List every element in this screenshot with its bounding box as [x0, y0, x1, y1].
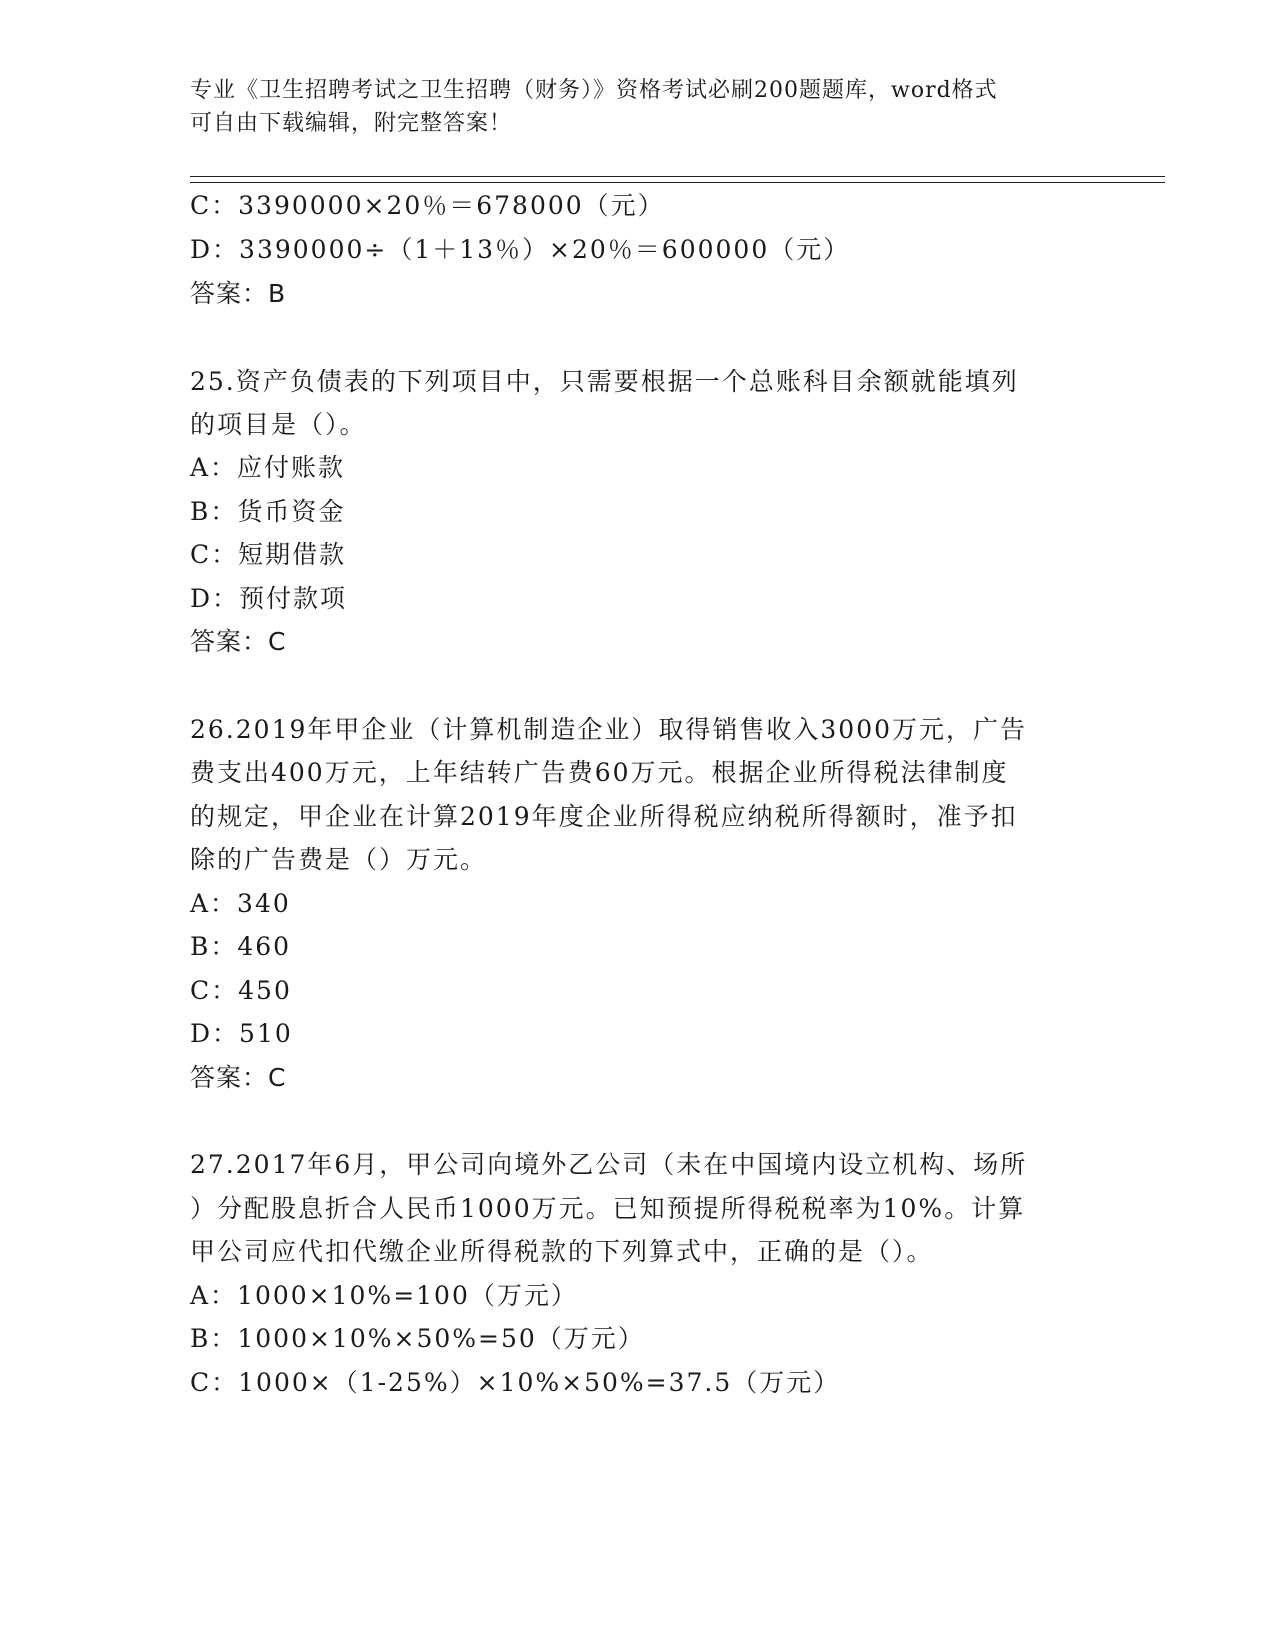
q25-stem-line-1: 25.资产负债表的下列项目中，只需要根据一个总账科目余额就能填列 [190, 367, 1019, 396]
q26-stem-line-3: 的规定，甲企业在计算2019年度企业所得税应纳税所得额时，准予扣 [190, 802, 1018, 831]
header-divider-bottom [190, 182, 1165, 183]
q25-option-b: B：货币资金 [190, 497, 346, 526]
q27-stem-line-2: ）分配股息折合人民币1000万元。已知预提所得税税率为10%。计算 [190, 1194, 1026, 1223]
q25-option-a: A：应付账款 [190, 453, 346, 482]
q27-option-b: B：1000×10%×50%=50（万元） [190, 1324, 645, 1353]
q27-option-a: A：1000×10%=100（万元） [190, 1281, 578, 1310]
prev-option-d: D：3390000÷（1＋13％）×20％＝600000（元） [190, 235, 851, 264]
q25-stem-line-2: 的项目是（）。 [190, 410, 367, 439]
q27-stem-line-1: 27.2017年6月，甲公司向境外乙公司（未在中国境内设立机构、场所 [190, 1150, 1028, 1179]
q26-stem-line-4: 除的广告费是（）万元。 [190, 845, 488, 874]
header-line-2: 可自由下载编辑，附完整答案！ [190, 111, 513, 136]
header-line-1: 专业《卫生招聘考试之卫生招聘（财务）》资格考试必刷200题题库，word格式 [190, 78, 998, 103]
q25-option-c: C：短期借款 [190, 540, 347, 569]
prev-option-c: C：3390000×20％＝678000（元） [190, 191, 665, 220]
q26-stem-line-2: 费支出400万元，上年结转广告费60万元。根据企业所得税法律制度 [190, 758, 1009, 787]
q27-option-c: C：1000×（1-25%）×10%×50%=37.5（万元） [190, 1368, 841, 1397]
q26-answer: 答案：C [190, 1063, 287, 1092]
q25-option-d: D：预付款项 [190, 584, 348, 613]
q26-option-c: C：450 [190, 976, 292, 1005]
document-header [190, 74, 1090, 140]
q26-stem-line-1: 26.2019年甲企业（计算机制造企业）取得销售收入3000万元，广告 [190, 715, 1028, 744]
q27-stem-line-3: 甲公司应代扣代缴企业所得税款的下列算式中，正确的是（）。 [190, 1237, 934, 1266]
q25-answer: 答案：C [190, 627, 287, 656]
q26-option-b: B：460 [190, 932, 292, 961]
q26-option-a: A：340 [190, 889, 291, 918]
prev-answer: 答案：B [190, 279, 287, 308]
header-divider-top [190, 176, 1165, 177]
q26-option-d: D：510 [190, 1019, 293, 1048]
